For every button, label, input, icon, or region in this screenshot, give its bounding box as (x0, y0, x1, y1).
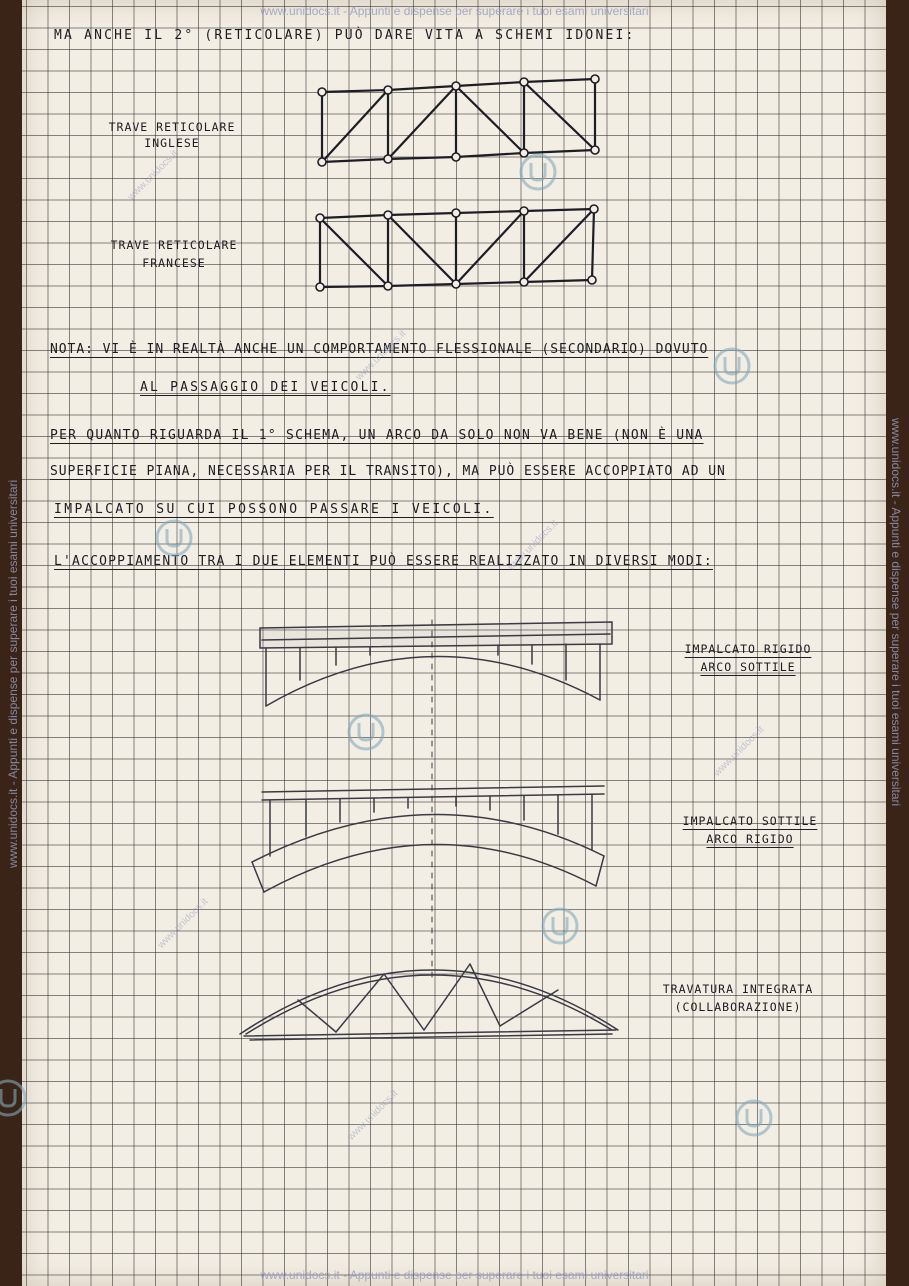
watermark-diagonal: www.unidocs.it (155, 896, 211, 951)
watermark-bottom: www.unidocs.it - Appunti e dispense per superare i tuoi esami universitari (260, 1268, 649, 1282)
label-trave-inglese-2: INGLESE (144, 136, 200, 150)
paragraph-2-line: L'ACCOPPIAMENTO TRA I DUE ELEMENTI PUÒ ESSERE REALIZZATO IN DIVERSI MODI: (54, 554, 713, 569)
label-travatura-integrata-1: TRAVATURA INTEGRATA (662, 982, 814, 996)
watermark-diagonal: www.unidocs.it (125, 148, 181, 203)
intro-line: MA ANCHE IL 2° (RETICOLARE) PUÒ DARE VITA A SCHEMI IDONEI: (54, 28, 636, 43)
watermark-left: www.unidocs.it - Appunti e dispense per superare i tuoi esami universitari (6, 479, 20, 868)
unidocs-logo-icon (0, 1078, 28, 1118)
watermark-diagonal: www.unidocs.it (505, 518, 561, 573)
label-trave-francese-2: FRANCESE (142, 256, 206, 270)
paragraph-1-line-3: IMPALCATO SU CUI POSSONO PASSARE I VEICOLI. (54, 502, 494, 517)
label-impalcato-rigido-1: IMPALCATO RIGIDO (684, 642, 812, 656)
unidocs-logo-icon (518, 152, 558, 192)
label-impalcato-sottile-1: IMPALCATO SOTTILE (682, 814, 818, 828)
watermark-diagonal: www.unidocs.it (353, 328, 409, 383)
unidocs-logo-icon (154, 518, 194, 558)
paragraph-1-line-2: SUPERFICIE PIANA, NECESSARIA PER IL TRANSITO), MA PUÒ ESSERE ACCOPPIATO AD UN (50, 464, 726, 479)
watermark-diagonal: www.unidocs.it (345, 1088, 401, 1143)
unidocs-logo-icon (540, 906, 580, 946)
notebook-page (22, 0, 886, 1286)
unidocs-logo-icon (734, 1098, 774, 1138)
watermark-diagonal: www.unidocs.it (711, 724, 767, 779)
label-trave-francese-1: TRAVE RETICOLARE (110, 238, 238, 252)
watermark-top: www.unidocs.it - Appunti e dispense per superare i tuoi esami universitari (260, 4, 649, 18)
watermark-right: www.unidocs.it - Appunti e dispense per superare i tuoi esami universitari (889, 418, 903, 807)
unidocs-logo-icon (712, 346, 752, 386)
label-impalcato-sottile-2: ARCO RIGIDO (706, 832, 794, 846)
paragraph-1-line-1: PER QUANTO RIGUARDA IL 1° SCHEMA, UN ARCO DA SOLO NON VA BENE (NON È UNA (50, 428, 704, 443)
label-impalcato-rigido-2: ARCO SOTTILE (700, 660, 796, 674)
nota-line-2: AL PASSAGGIO DEI VEICOLI. (140, 380, 391, 395)
label-trave-inglese-1: TRAVE RETICOLARE (108, 120, 236, 134)
label-travatura-integrata-2: (COLLABORAZIONE) (674, 1000, 802, 1014)
unidocs-logo-icon (346, 712, 386, 752)
nota-line-1: NOTA: VI È IN REALTÀ ANCHE UN COMPORTAMENTO FLESSIONALE (SECONDARIO) DOVUTO (50, 342, 709, 357)
